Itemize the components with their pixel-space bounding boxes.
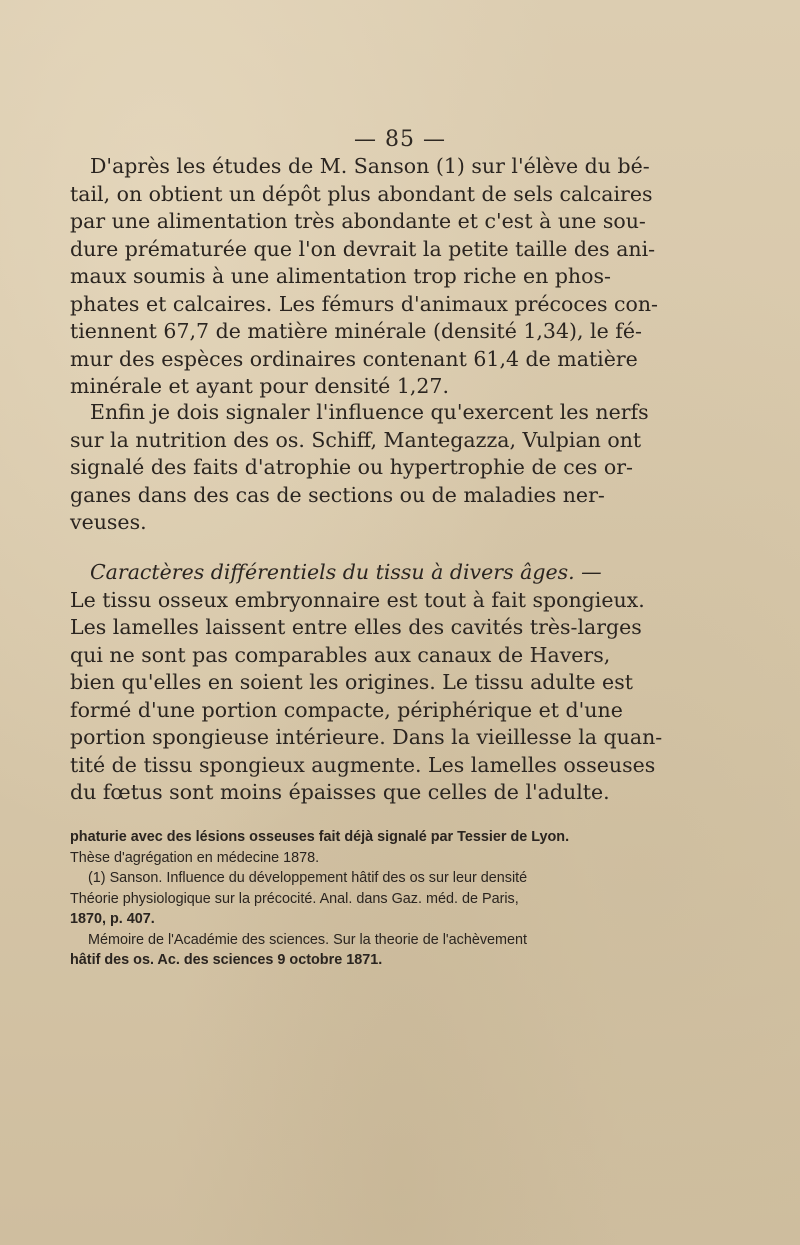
page-number: — 85 — (354, 127, 446, 152)
footnote-line: hâtif des os. Ac. des sciences 9 octobre 1871. (70, 952, 383, 968)
text-line: Le tissu osseux embryonnaire est tout à fait spongieux. (70, 587, 645, 612)
text-line: tail, on obtient un dépôt plus abondant de sels calcaires (70, 181, 653, 206)
text-line: minérale et ayant pour densité 1,27. (70, 374, 449, 398)
footnotes (70, 827, 582, 971)
footnote-line: Mémoire de l'Académie des sciences. Sur la theorie de l'achèvement (88, 931, 528, 948)
text-line: veuses. (70, 510, 147, 534)
text-line: sur la nutrition des os. Schiff, Mantegazza, Vulpian ont (70, 427, 642, 452)
text-line: du fœtus sont moins épaisses que celles de l'adulte. (70, 780, 610, 804)
footnote-line: Théorie physiologique sur la précocité. Anal. dans Gaz. méd. de Paris, (70, 890, 519, 907)
footnote-line: Thèse d'agrégation en médecine 1878. (70, 849, 320, 866)
text-line: tité de tissu spongieux augmente. Les lamelles osseuses (70, 752, 656, 777)
footnote-line: 1870, p. 407. (70, 911, 155, 927)
text-line: bien qu'elles en soient les origines. Le tissu adulte est (70, 670, 633, 694)
section-heading: Caractères différentiels du tissu à divers âges. — (90, 560, 602, 584)
text-line: dure prématurée que l'on devrait la petite taille des ani- (70, 236, 656, 261)
text-line: Enfin je dois signaler l'influence qu'exercent les nerfs (90, 400, 649, 424)
text-line: signalé des faits d'atrophie ou hypertrophie de ces or- (70, 455, 633, 479)
paragraph-nerfs (70, 399, 649, 537)
text-line: qui ne sont pas comparables aux canaux de Havers, (70, 642, 611, 667)
text-line: par une alimentation très abondante et c'est à une sou- (70, 209, 646, 233)
text-line: maux soumis à une alimentation trop riche en phos- (70, 264, 611, 288)
text-line: phates et calcaires. Les fémurs d'animaux précoces con- (70, 291, 658, 316)
text-line: portion spongieuse intérieure. Dans la vieillesse la quan- (70, 725, 663, 749)
text-line: mur des espèces ordinaires contenant 61,4 de matière (70, 346, 638, 371)
text-line: formé d'une portion compacte, périphérique et d'une (70, 697, 623, 722)
paragraph-caracteres (70, 559, 663, 807)
text-line: ganes dans des cas de sections ou de maladies ner- (70, 482, 605, 507)
footnote-line: phaturie avec des lésions osseuses fait déjà signalé par Tessier de Lyon. (70, 829, 570, 845)
footnote-line: (1) Sanson. Influence du développement hâtif des os sur leur densité (88, 870, 528, 886)
paragraph-sanson (70, 153, 658, 401)
text-line: tiennent 67,7 de matière minérale (densité 1,34), le fé- (70, 319, 642, 343)
text-line: D'après les études de M. Sanson (1) sur l'élève du bé- (90, 154, 650, 178)
text-line: Les lamelles laissent entre elles des cavités très-larges (70, 615, 642, 639)
